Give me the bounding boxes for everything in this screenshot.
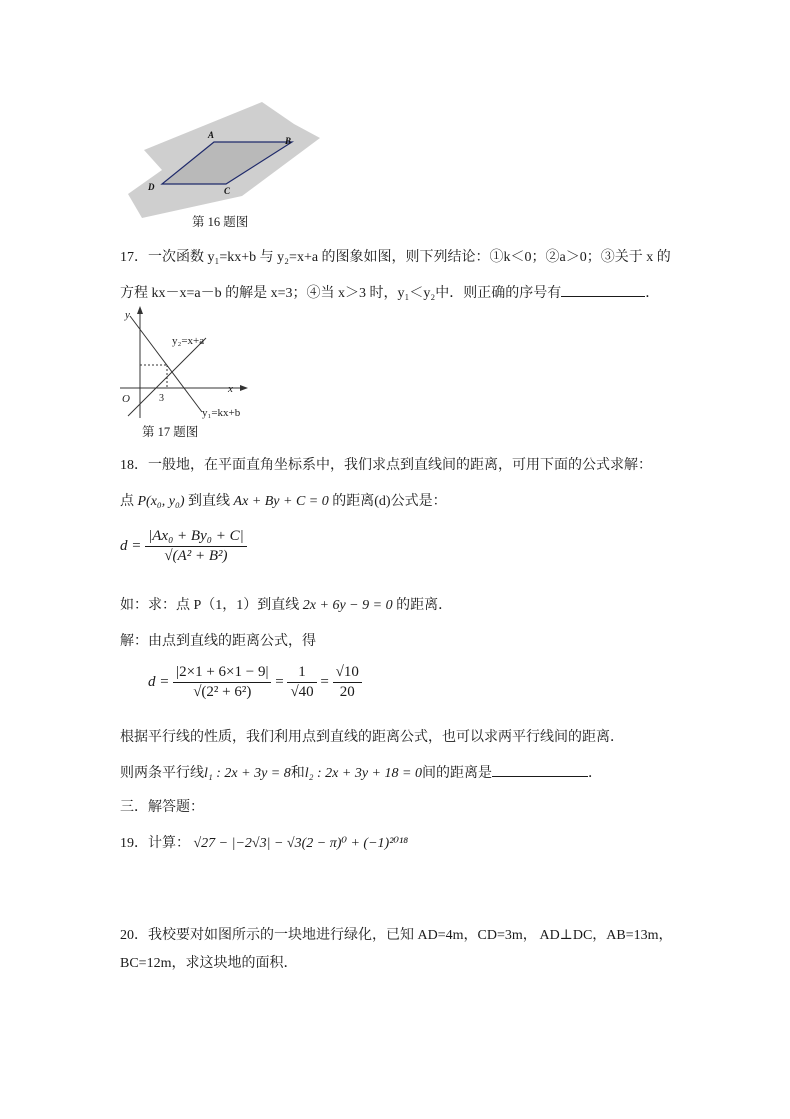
q18-example-line [120, 596, 452, 616]
q18-answer-blank [492, 762, 588, 777]
q18-parallel-text: 根据平行线的性质，我们利用点到直线的距离公式，也可以求两平行线间的距离． [120, 730, 624, 745]
formula-denominator: √(A² + B²) [145, 546, 247, 565]
q17-answer-blank [561, 282, 645, 297]
tick-3-label: 3 [159, 393, 164, 404]
line-y2-label: y₂=x+a [172, 335, 205, 347]
vertex-a-label: A [208, 130, 215, 140]
solution-numerator-3: √10 [335, 664, 359, 680]
solution-fraction-1 [173, 664, 271, 701]
q17-line-2 [120, 282, 659, 304]
solution-fraction-2 [287, 664, 316, 701]
q18-formula-suffix: 的距离(d)公式是： [332, 494, 447, 509]
origin-label: O [122, 393, 130, 405]
solution-denominator-2: √40 [287, 682, 316, 701]
y-axis-arrow [137, 306, 143, 314]
solution-equals-1: = [275, 673, 284, 690]
line-y1-label: y₁=kx+b [202, 407, 241, 419]
q17-line-1: 17．一次函数 y₁=kx+b 与 y₂=x+a 的图象如图，则下列结论：①k＜0；②a＞0；③关于 x 的 [120, 250, 671, 265]
q18-distance-formula [120, 528, 247, 565]
q18-line-l2: l₂ : 2x + 3y + 18 = 0 [304, 766, 422, 781]
q18-line-expr: Ax + By + C = 0 [233, 494, 329, 509]
solution-numerator-2: 1 [298, 664, 306, 680]
q18-question-and: 和 [290, 766, 305, 781]
q19-expression: √27 − |−2√3| − √3(2 − π)⁰ + (−1)²⁰¹⁸ [193, 836, 409, 851]
x-axis-label: x [228, 383, 233, 395]
q18-to-line: 到直线 [188, 494, 231, 509]
q17-line-2-text: 方程 kx－x=a－b 的解是 x=3；④当 x＞3 时，y₁＜y₂中．则正确的序号有 [120, 286, 562, 301]
vertex-c-label: C [224, 186, 231, 196]
q18-example-line-expr: 2x + 6y − 9 = 0 [302, 598, 393, 613]
vertex-b-label: B [285, 136, 292, 146]
q18-question-prefix: 则两条平行线 [120, 766, 204, 781]
y-axis-label: y [125, 309, 130, 321]
q18-solution-intro: 解：由点到直线的距离公式，得 [120, 634, 316, 649]
q18-question-end: ． [587, 766, 602, 781]
section-3-heading: 三．解答题： [120, 800, 204, 815]
formula-lhs: d = [120, 537, 142, 554]
figure-16-parallelogram [122, 98, 322, 223]
q18-point-prefix: 点 [120, 494, 134, 509]
figure-17-graph [118, 306, 258, 420]
x-axis-arrow [240, 385, 248, 391]
solution-denominator-3: 20 [333, 682, 362, 701]
q18-line-l1: l₁ : 2x + 3y = 8 [204, 766, 291, 781]
q18-point-expr: P(x₀, y₀) [137, 494, 185, 509]
q18-solution-formula [148, 664, 362, 701]
q18-intro: 18．一般地，在平面直角坐标系中，我们求点到直线间的距离，可用下面的公式求解： [120, 458, 652, 473]
formula-numerator: |Ax₀ + By₀ + C| [148, 528, 244, 544]
q20-line-2: BC=12m，求这块地的面积． [120, 956, 298, 971]
line-y1 [130, 316, 205, 412]
solution-fraction-3 [333, 664, 362, 701]
q20-line-1: 20．我校要对如图所示的一块地进行绿化，已知 AD=4m，CD=3m， AD⊥DC，AB=13m， [120, 928, 673, 943]
q19-label: 19．计算： [120, 836, 190, 851]
q18-example-prefix: 如：求：点 P（1，1）到直线 [120, 598, 300, 613]
figure-16-caption: 第 16 题图 [192, 215, 249, 229]
q18-question-suffix: 间的距离是 [421, 766, 492, 781]
solution-lhs: d = [148, 673, 170, 690]
figure-17-caption: 第 17 题图 [142, 425, 199, 439]
vertex-d-label: D [148, 182, 155, 192]
q17-line-2-end: ． [645, 286, 660, 301]
solution-denominator-1: √(2² + 6²) [173, 682, 271, 701]
formula-fraction [145, 528, 247, 565]
q18-question-line [120, 762, 602, 784]
q18-point-line [120, 492, 447, 512]
solution-equals-2: = [320, 673, 329, 690]
q19-line [120, 834, 408, 854]
q18-example-suffix: 的距离． [396, 598, 453, 613]
solution-numerator-1: |2×1 + 6×1 − 9| [176, 664, 269, 680]
